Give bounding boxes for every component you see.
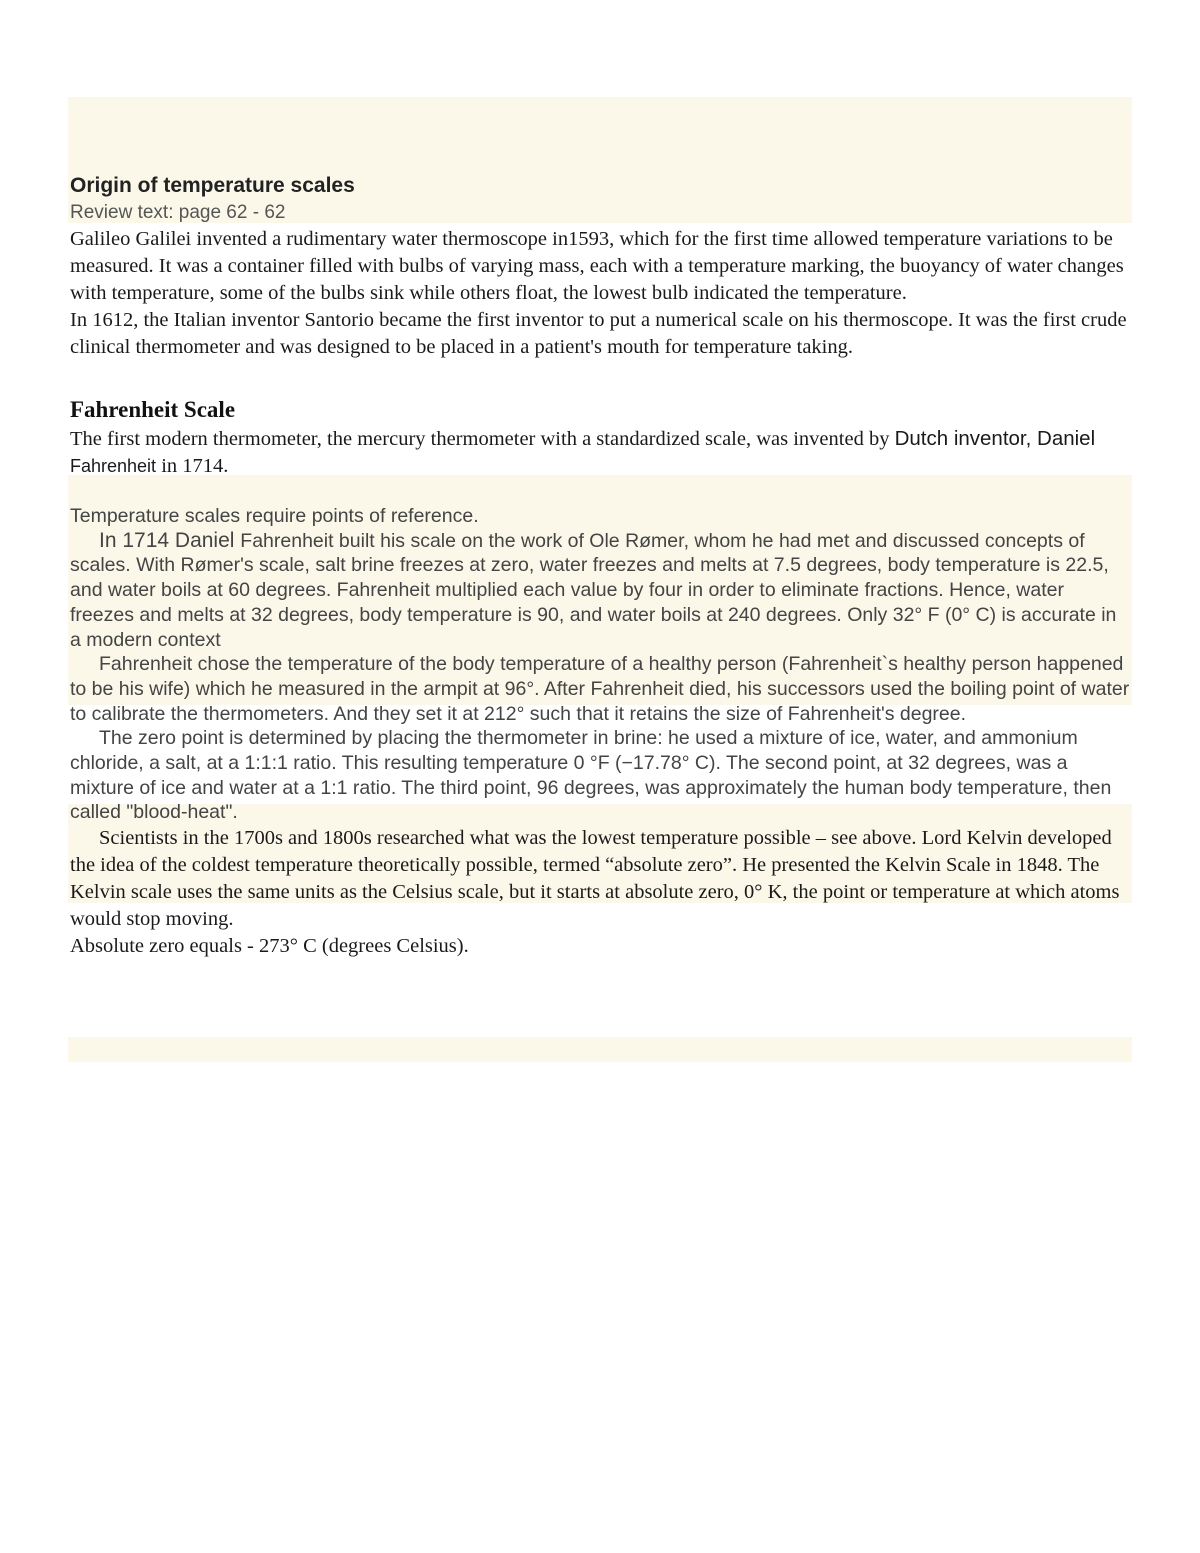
section-title-fahrenheit: Fahrenheit Scale <box>70 397 236 422</box>
paragraph-galileo: Galileo Galilei invented a rudimentary water thermoscope in1593, which for the first time allowed temperature variations to be measured. It was a container filled with bulbs of varying mass, each with a temperature marking, the buoyancy of water changes with temperature, some of the bulbs sink while others float, the lowest bulb indicated the temperature. <box>70 228 1124 304</box>
romer-lead: In 1714 Daniel <box>99 528 241 552</box>
intro-text-part-2: Dutch inventor, Daniel <box>894 427 1096 450</box>
paragraph-points-of-reference: Temperature scales require points of reference. <box>70 505 479 527</box>
paragraph-body-temperature: Fahrenheit chose the temperature of the body temperature of a healthy person (Fahrenheit`s healthy person happened to be his wife) which he measured in the armpit at 96°. After Fahrenheit died, his successors used the boiling point of water to calibrate the thermometers. And they set it at 212° such that it retains the size of Fahrenheit's degree. <box>70 653 1130 725</box>
section-title-origin: Origin of temperature scales <box>70 174 355 197</box>
intro-text-part-4: in 1714. <box>156 455 229 477</box>
intro-text-part-3: Fahrenheit <box>70 456 157 476</box>
blank-line <box>70 480 1132 504</box>
paragraph-absolute-zero: Absolute zero equals - 273° C (degrees Celsius). <box>70 935 469 958</box>
romer-rest: Fahrenheit built his scale on the work of Ole Rømer, whom he had met and discussed concepts of scales. With Rømer's scale, salt brine freezes at zero, water freezes and melts at 7.5 degrees, body temperature is 22.5, and water boils at 60 degrees. Fahrenheit multiplied each value by four in order to eliminate fractions. Hence, water freezes and melts at 32 degrees, body temperature is 90, and water boils at 240 degrees. Only 32° F (0° C) is accurate in a modern context <box>70 529 1117 651</box>
paragraph-first-modern-thermometer <box>70 425 1132 480</box>
paragraph-kelvin: Scientists in the 1700s and 1800s researched what was the lowest temperature possible – see above. Lord Kelvin developed the idea of the coldest temperature theoretically possible, termed “absolute zero”. He presented the Kelvin Scale in 1848. The Kelvin scale uses the same units as the Celsius scale, but it starts at absolute zero, 0° K, the point or temperature at which atoms would stop moving. <box>70 827 1120 931</box>
document-content <box>70 172 1132 960</box>
highlight-band-bottom <box>68 1037 1132 1062</box>
paragraph-santorio: In 1612, the Italian inventor Santorio became the first inventor to put a numerical scale on his thermoscope. It was the first crude clinical thermometer and was designed to be placed in a patient's mouth for temperature taking. <box>70 309 1127 358</box>
paragraph-romer-scale <box>70 529 1132 653</box>
paragraph-zero-point: The zero point is determined by placing the thermometer in brine: he used a mixture of ice, water, and ammonium chloride, a salt, at a 1:1:1 ratio. This resulting temperature 0 °F (−17.78° C). The second point, at 32 degrees, was a mixture of ice and water at a 1:1 ratio. The third point, 96 degrees, was approximately the human body temperature, then called "blood-heat". <box>70 727 1112 824</box>
intro-text-part-1: The first modern thermometer, the mercury thermometer with a standardized scale, was invented by <box>70 428 895 450</box>
review-text: Review text: page 62 - 62 <box>70 202 286 223</box>
